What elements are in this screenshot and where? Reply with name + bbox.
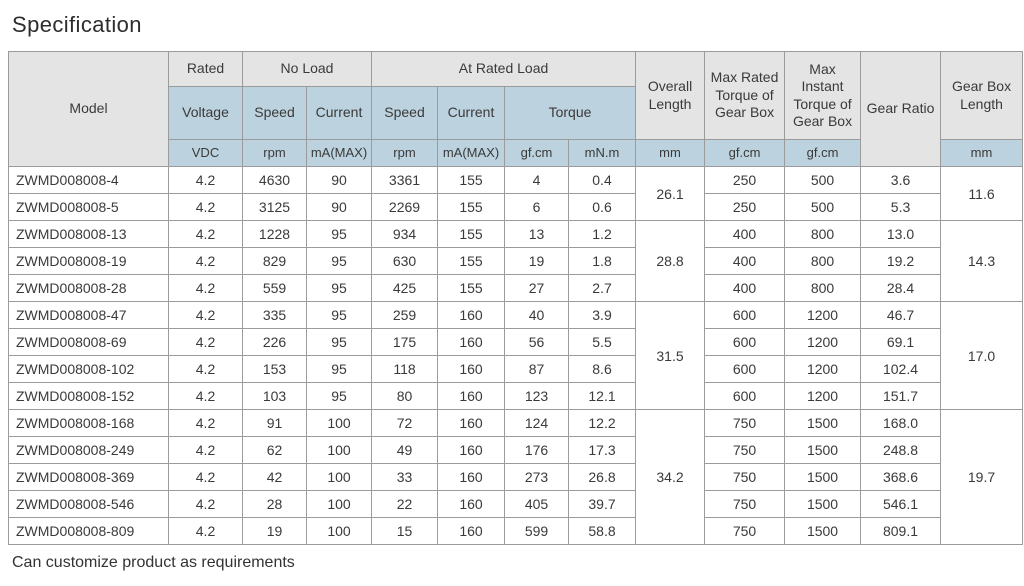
cell-torque-mnm: 0.4 [569, 167, 636, 194]
table-row [9, 302, 1023, 329]
cell-torque-gfcm: 40 [505, 302, 569, 329]
header-row-groups [9, 52, 1023, 87]
cell-no-load-speed: 226 [243, 329, 307, 356]
table-row [9, 464, 1023, 491]
cell-torque-gfcm: 4 [505, 167, 569, 194]
cell-rated-speed: 2269 [372, 194, 438, 221]
cell-no-load-current: 95 [307, 248, 372, 275]
cell-torque-gfcm: 176 [505, 437, 569, 464]
cell-rated-speed: 3361 [372, 167, 438, 194]
cell-gear-box-length: 19.7 [941, 410, 1023, 545]
cell-rated-current: 160 [438, 329, 505, 356]
header-no-load-speed: Speed [243, 87, 307, 140]
cell-rated-current: 155 [438, 167, 505, 194]
cell-rated-speed: 175 [372, 329, 438, 356]
cell-no-load-current: 100 [307, 518, 372, 545]
cell-torque-mnm: 0.6 [569, 194, 636, 221]
cell-gear-ratio: 151.7 [861, 383, 941, 410]
cell-torque-gfcm: 405 [505, 491, 569, 518]
cell-rated-current: 160 [438, 383, 505, 410]
cell-rated-speed: 72 [372, 410, 438, 437]
cell-gear-ratio: 809.1 [861, 518, 941, 545]
cell-no-load-current: 95 [307, 329, 372, 356]
cell-model: ZWMD008008-546 [9, 491, 169, 518]
cell-torque-mnm: 58.8 [569, 518, 636, 545]
cell-model: ZWMD008008-5 [9, 194, 169, 221]
unit-torque-mnm: mN.m [569, 140, 636, 167]
cell-max-rated-torque: 400 [705, 275, 785, 302]
cell-model: ZWMD008008-102 [9, 356, 169, 383]
cell-torque-gfcm: 19 [505, 248, 569, 275]
unit-gear-box-length: mm [941, 140, 1023, 167]
cell-no-load-speed: 91 [243, 410, 307, 437]
table-header [9, 52, 1023, 167]
cell-max-instant-torque: 1500 [785, 491, 861, 518]
cell-gear-ratio: 5.3 [861, 194, 941, 221]
cell-no-load-current: 95 [307, 356, 372, 383]
cell-no-load-speed: 559 [243, 275, 307, 302]
cell-model: ZWMD008008-152 [9, 383, 169, 410]
cell-gear-ratio: 248.8 [861, 437, 941, 464]
cell-model: ZWMD008008-4 [9, 167, 169, 194]
cell-max-instant-torque: 500 [785, 194, 861, 221]
header-no-load-current: Current [307, 87, 372, 140]
cell-torque-gfcm: 599 [505, 518, 569, 545]
cell-overall-length: 34.2 [636, 410, 705, 545]
cell-no-load-current: 100 [307, 464, 372, 491]
table-row [9, 437, 1023, 464]
cell-max-instant-torque: 1500 [785, 518, 861, 545]
cell-overall-length: 31.5 [636, 302, 705, 410]
cell-gear-ratio: 19.2 [861, 248, 941, 275]
cell-rated-current: 160 [438, 302, 505, 329]
cell-no-load-speed: 28 [243, 491, 307, 518]
table-row [9, 221, 1023, 248]
cell-gear-ratio: 13.0 [861, 221, 941, 248]
cell-rated-voltage: 4.2 [169, 518, 243, 545]
cell-rated-voltage: 4.2 [169, 410, 243, 437]
cell-torque-mnm: 8.6 [569, 356, 636, 383]
cell-model: ZWMD008008-249 [9, 437, 169, 464]
cell-rated-current: 160 [438, 356, 505, 383]
table-row [9, 167, 1023, 194]
header-torque: Torque [505, 87, 636, 140]
header-voltage: Voltage [169, 87, 243, 140]
cell-max-rated-torque: 250 [705, 167, 785, 194]
cell-max-instant-torque: 1500 [785, 464, 861, 491]
spec-table-body [9, 167, 1023, 545]
unit-voltage: VDC [169, 140, 243, 167]
header-at-rated-load: At Rated Load [372, 52, 636, 87]
cell-rated-current: 160 [438, 410, 505, 437]
cell-rated-speed: 934 [372, 221, 438, 248]
unit-torque-gfcm: gf.cm [505, 140, 569, 167]
unit-overall-length: mm [636, 140, 705, 167]
cell-overall-length: 26.1 [636, 167, 705, 221]
cell-rated-speed: 15 [372, 518, 438, 545]
cell-torque-mnm: 26.8 [569, 464, 636, 491]
cell-gear-box-length: 11.6 [941, 167, 1023, 221]
cell-max-rated-torque: 600 [705, 356, 785, 383]
cell-rated-speed: 259 [372, 302, 438, 329]
cell-max-instant-torque: 1200 [785, 383, 861, 410]
cell-no-load-current: 100 [307, 437, 372, 464]
cell-no-load-current: 95 [307, 275, 372, 302]
cell-max-instant-torque: 800 [785, 275, 861, 302]
header-no-load: No Load [243, 52, 372, 87]
cell-rated-voltage: 4.2 [169, 491, 243, 518]
cell-gear-ratio: 102.4 [861, 356, 941, 383]
cell-gear-ratio: 69.1 [861, 329, 941, 356]
cell-max-rated-torque: 750 [705, 464, 785, 491]
cell-max-rated-torque: 600 [705, 302, 785, 329]
cell-no-load-current: 100 [307, 491, 372, 518]
cell-max-instant-torque: 1500 [785, 437, 861, 464]
cell-no-load-current: 95 [307, 302, 372, 329]
table-row [9, 356, 1023, 383]
cell-no-load-current: 90 [307, 167, 372, 194]
table-row [9, 329, 1023, 356]
table-row [9, 248, 1023, 275]
cell-torque-mnm: 39.7 [569, 491, 636, 518]
cell-rated-speed: 80 [372, 383, 438, 410]
header-rated: Rated [169, 52, 243, 87]
cell-model: ZWMD008008-47 [9, 302, 169, 329]
cell-torque-gfcm: 124 [505, 410, 569, 437]
table-row [9, 518, 1023, 545]
cell-rated-current: 155 [438, 248, 505, 275]
cell-rated-voltage: 4.2 [169, 329, 243, 356]
cell-torque-mnm: 3.9 [569, 302, 636, 329]
cell-rated-current: 160 [438, 518, 505, 545]
table-row [9, 194, 1023, 221]
cell-rated-current: 155 [438, 194, 505, 221]
cell-no-load-speed: 3125 [243, 194, 307, 221]
cell-gear-box-length: 14.3 [941, 221, 1023, 302]
cell-rated-speed: 49 [372, 437, 438, 464]
cell-rated-voltage: 4.2 [169, 383, 243, 410]
unit-max-rated-torque: gf.cm [705, 140, 785, 167]
cell-max-instant-torque: 1200 [785, 302, 861, 329]
cell-rated-voltage: 4.2 [169, 248, 243, 275]
unit-rated-current: mA(MAX) [438, 140, 505, 167]
header-max-instant-torque: Max Instant Torque of Gear Box [785, 52, 861, 140]
specification-table [8, 51, 1023, 545]
cell-no-load-speed: 19 [243, 518, 307, 545]
footnote: Can customize product as requirements [12, 554, 295, 571]
table-row [9, 410, 1023, 437]
header-gear-ratio: Gear Ratio [861, 52, 941, 167]
cell-gear-box-length: 17.0 [941, 302, 1023, 410]
cell-torque-mnm: 12.1 [569, 383, 636, 410]
header-overall-length: Overall Length [636, 52, 705, 140]
cell-no-load-current: 100 [307, 410, 372, 437]
cell-torque-gfcm: 56 [505, 329, 569, 356]
cell-max-rated-torque: 250 [705, 194, 785, 221]
cell-rated-voltage: 4.2 [169, 167, 243, 194]
cell-torque-mnm: 12.2 [569, 410, 636, 437]
cell-rated-current: 155 [438, 275, 505, 302]
cell-max-instant-torque: 800 [785, 221, 861, 248]
cell-torque-gfcm: 27 [505, 275, 569, 302]
cell-model: ZWMD008008-13 [9, 221, 169, 248]
page-title: Specification [12, 12, 142, 37]
unit-no-load-speed: rpm [243, 140, 307, 167]
cell-no-load-speed: 4630 [243, 167, 307, 194]
cell-no-load-speed: 42 [243, 464, 307, 491]
header-rated-speed: Speed [372, 87, 438, 140]
cell-gear-ratio: 46.7 [861, 302, 941, 329]
cell-torque-mnm: 1.8 [569, 248, 636, 275]
cell-rated-voltage: 4.2 [169, 437, 243, 464]
cell-max-instant-torque: 1200 [785, 329, 861, 356]
cell-torque-gfcm: 13 [505, 221, 569, 248]
cell-max-rated-torque: 600 [705, 383, 785, 410]
cell-torque-mnm: 5.5 [569, 329, 636, 356]
header-gear-box-length: Gear Box Length [941, 52, 1023, 140]
unit-rated-speed: rpm [372, 140, 438, 167]
cell-rated-voltage: 4.2 [169, 302, 243, 329]
header-model: Model [9, 52, 169, 167]
cell-max-rated-torque: 750 [705, 518, 785, 545]
cell-no-load-current: 95 [307, 221, 372, 248]
cell-no-load-speed: 153 [243, 356, 307, 383]
cell-model: ZWMD008008-19 [9, 248, 169, 275]
cell-gear-ratio: 28.4 [861, 275, 941, 302]
cell-rated-voltage: 4.2 [169, 221, 243, 248]
table-row [9, 491, 1023, 518]
cell-rated-current: 160 [438, 464, 505, 491]
cell-rated-voltage: 4.2 [169, 194, 243, 221]
cell-torque-mnm: 17.3 [569, 437, 636, 464]
cell-model: ZWMD008008-28 [9, 275, 169, 302]
cell-torque-gfcm: 6 [505, 194, 569, 221]
cell-model: ZWMD008008-69 [9, 329, 169, 356]
cell-no-load-speed: 103 [243, 383, 307, 410]
table-row [9, 275, 1023, 302]
cell-no-load-current: 90 [307, 194, 372, 221]
cell-model: ZWMD008008-369 [9, 464, 169, 491]
cell-max-rated-torque: 750 [705, 437, 785, 464]
cell-no-load-speed: 829 [243, 248, 307, 275]
table-row [9, 383, 1023, 410]
unit-no-load-current: mA(MAX) [307, 140, 372, 167]
unit-max-instant-torque: gf.cm [785, 140, 861, 167]
cell-max-instant-torque: 500 [785, 167, 861, 194]
cell-gear-ratio: 546.1 [861, 491, 941, 518]
cell-model: ZWMD008008-809 [9, 518, 169, 545]
cell-no-load-speed: 62 [243, 437, 307, 464]
header-rated-current: Current [438, 87, 505, 140]
cell-max-instant-torque: 1200 [785, 356, 861, 383]
cell-rated-voltage: 4.2 [169, 464, 243, 491]
header-max-rated-torque: Max Rated Torque of Gear Box [705, 52, 785, 140]
cell-no-load-speed: 335 [243, 302, 307, 329]
cell-gear-ratio: 168.0 [861, 410, 941, 437]
cell-gear-ratio: 3.6 [861, 167, 941, 194]
cell-max-rated-torque: 400 [705, 248, 785, 275]
cell-rated-current: 155 [438, 221, 505, 248]
cell-torque-gfcm: 273 [505, 464, 569, 491]
cell-max-rated-torque: 750 [705, 410, 785, 437]
cell-rated-current: 160 [438, 437, 505, 464]
cell-max-rated-torque: 750 [705, 491, 785, 518]
cell-torque-mnm: 2.7 [569, 275, 636, 302]
cell-rated-speed: 630 [372, 248, 438, 275]
cell-no-load-speed: 1228 [243, 221, 307, 248]
cell-torque-gfcm: 87 [505, 356, 569, 383]
cell-overall-length: 28.8 [636, 221, 705, 302]
cell-rated-speed: 33 [372, 464, 438, 491]
cell-no-load-current: 95 [307, 383, 372, 410]
cell-model: ZWMD008008-168 [9, 410, 169, 437]
cell-max-rated-torque: 600 [705, 329, 785, 356]
cell-rated-voltage: 4.2 [169, 356, 243, 383]
cell-rated-speed: 118 [372, 356, 438, 383]
cell-rated-speed: 22 [372, 491, 438, 518]
cell-rated-speed: 425 [372, 275, 438, 302]
cell-rated-current: 160 [438, 491, 505, 518]
cell-max-rated-torque: 400 [705, 221, 785, 248]
cell-max-instant-torque: 1500 [785, 410, 861, 437]
cell-torque-gfcm: 123 [505, 383, 569, 410]
cell-torque-mnm: 1.2 [569, 221, 636, 248]
cell-max-instant-torque: 800 [785, 248, 861, 275]
cell-gear-ratio: 368.6 [861, 464, 941, 491]
cell-rated-voltage: 4.2 [169, 275, 243, 302]
